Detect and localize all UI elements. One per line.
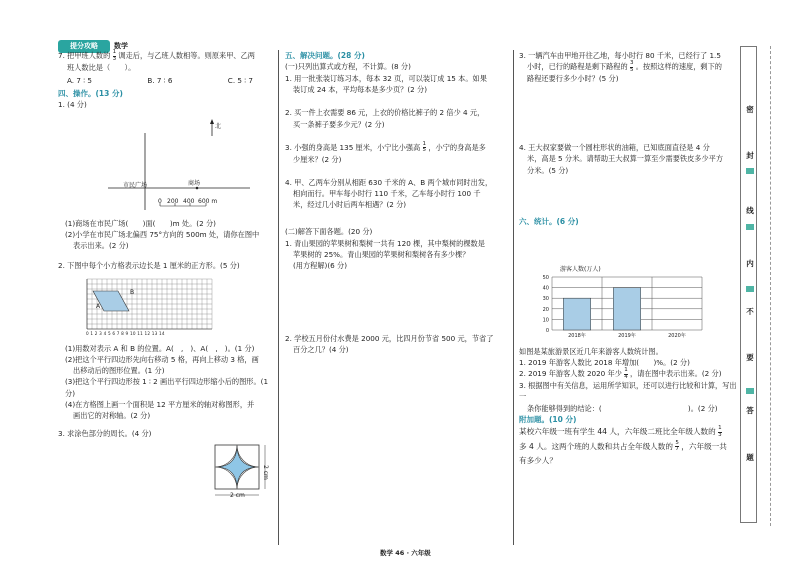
sidebar-char-8: 题: [746, 453, 754, 462]
chart-category-label: 2019年: [618, 333, 636, 339]
dimension-side: 2 cm: [262, 465, 269, 480]
column-1: [58, 50, 273, 110]
part-2-heading: (二)解答下面各题。(20 分): [285, 227, 373, 237]
section-4-title: 四、操作。(13 分): [58, 89, 123, 99]
chart-ytick-label: 50: [542, 275, 549, 281]
scale-600: 600 m: [198, 198, 218, 205]
section-6-title: 六、统计。(6 分): [519, 216, 579, 226]
word-problem-6: 2. 学校五月份付水费是 2000 元，比四月份节省 500 元，节省了 百分之几？(4 分): [285, 334, 494, 355]
part-1-heading: (一)只列出算式或方程，不计算。(8 分): [285, 62, 411, 71]
sidebar-char-2: 封: [746, 151, 754, 160]
sidebar-char-5: 不: [746, 307, 754, 316]
chart-category-label: 2020年: [668, 333, 686, 339]
sidebar-char-7: 答: [746, 406, 754, 415]
north-label: 北: [215, 123, 222, 130]
sidebar-marker: [746, 286, 754, 292]
chart-ytick-label: 40: [542, 285, 549, 292]
cut-line: [770, 46, 771, 526]
word-problem-8: 4. 王大叔家要做一个圆柱形状的油箱，已知底面直径是 4 分 米，高是 5 分米。请帮助王大叔算一算至少需要铁皮多少平方 分米。(5 分): [519, 143, 724, 175]
sidebar-marker: [746, 388, 754, 394]
column-2: [285, 50, 507, 355]
sidebar-char-1: 密: [746, 105, 754, 114]
scale-200: 200: [167, 198, 179, 205]
word-problem-4: 4. 甲、乙两车分别从相距 630 千米的 A、B 两个城市同时出发， 相向而行。甲车每小时行 110 千米，乙车每小时行 100 千 米，经过几小时后两车相遇？(2 分): [285, 177, 493, 210]
chart-ytick-label: 20: [542, 306, 549, 313]
visitor-bar-chart: [530, 272, 710, 342]
page-footer: 数学 46 · 六年级: [380, 549, 431, 557]
problem-1-label: 1. (4 分): [58, 100, 87, 110]
sidebar-char-6: 要: [746, 353, 754, 362]
chart-category-label: 2018年: [568, 333, 586, 339]
problem-2-questions: (1)用数对表示 A 和 B 的位置。A( , )、A( , )。(1 分) (2)把这个平行四边形先向右移动 5 格，再向上移动 3 格，画 出移动后的图形位置。(1 分) (3)把这个平行四边形按 1 ∶ 2 画出平行四边形缩小后的图形。(1 分) (4)在方格图上画一个面积是 12 平方厘米的轴对称图形，并 画出它的对称轴。(2 分): [65, 344, 269, 420]
axis-numbers: 0 1 2 3 4 5 6 7 8 9 10 11 12 13 14: [86, 331, 165, 336]
column-divider-2: [513, 50, 514, 545]
mall-label: 商场: [188, 180, 201, 187]
section-5-title: 五、解决问题。(28 分): [285, 51, 365, 60]
problem-2-label: 2. 下图中每个小方格表示边长是 1 厘米的正方形。(5 分): [58, 261, 240, 270]
option-a: A. 7 ∶ 5: [67, 76, 92, 86]
direction-map: [100, 118, 260, 213]
point-b-label: B: [130, 289, 135, 296]
word-problem-7: 3. 一辆汽车由甲地开往乙地，每小时行 80 千米，已经行了 1.5 小时，已行的路程是剩下路程的 $\frac{3}{5}$ 。按照这样的速度，剩下的 路程还要行多少小时？(5 分): [519, 51, 722, 84]
brand-logo: 提分攻略: [58, 40, 110, 53]
sidebar-char-4: 内: [746, 259, 754, 268]
chart-bar: [613, 288, 641, 330]
word-problem-2: 2. 买一件上衣需要 86 元，上衣的价格比裤子的 2 倍少 4 元， 买一条裤子要多少元？(2 分): [285, 108, 485, 129]
chart-ytick-label: 10: [542, 317, 549, 324]
word-problem-3: 3. 小强的身高是 135 厘米，小宁比小强高 $\frac{1}{5}$ ，小宁的身高是多 少厘米？(2 分): [285, 140, 486, 164]
bonus-title: 附加题。(10 分): [519, 414, 577, 424]
column-3: [519, 50, 737, 227]
square-grid: [84, 277, 214, 339]
dimension-bottom: 2 cm: [230, 492, 245, 499]
sidebar-marker: [746, 224, 754, 230]
chart-bar: [563, 298, 591, 330]
problem-1-questions: (1)商场在市民广场( )面( )m 处。(2 分) (2)小学在市民广场北偏西 75°方向的 500m 处，请你在图中 表示出来。(2 分): [65, 219, 260, 251]
scale-0: 0: [158, 198, 162, 205]
scale-400: 400: [183, 198, 195, 205]
column-divider-1: [278, 50, 279, 545]
sidebar-marker: [746, 168, 754, 174]
option-b: B. 7 ∶ 6: [147, 76, 173, 86]
word-problem-5: 1. 青山果园的苹果树和梨树一共有 120 棵，其中梨树的棵数是 苹果树的 25%。青山果园的苹果树和梨树各有多少棵？ (用方程解)(6 分): [285, 238, 485, 270]
civic-square-label: 市民广场: [123, 182, 148, 189]
chart-ytick-label: 0: [545, 328, 549, 334]
option-c: C. 5 ∶ 7: [227, 76, 253, 86]
chart-ytick-label: 30: [542, 296, 549, 303]
point-a-label: A: [96, 303, 101, 310]
word-problem-1: 1. 用一批张装订练习本，每本 32 页，可以装订成 15 本。如果 装订成 24 本，平均每本是多少页？(2 分): [285, 74, 487, 95]
question-7: 7. 把甲班人数的 $\frac{1}{3}$ 调走后，与乙班人数相等。则原来甲、乙两 班人数比是（ ）。 A. 7 ∶ 5 B. 7 ∶ 6 C. 5 ∶ 7: [58, 49, 255, 86]
statistics-questions: 如图是某旅游景区近几年来游客人数统计图。 1. 2019 年游客人数比 2018 年增加( )%。(2 分) 2. 2019 年游客人数 2020 年少 $\frac{1}{4}$ ，请在图中表示出来。(2 分) 3. 根据图中有关信息，运用所学知识，还可以进行比较和计算，写出一 条你能够得到的结论：( )。(2 分) 附加题。(10 分) 某校六年级一班有学生 44 人，六年级二班比全年级人数的 $\frac{1}{3}$ 多 4 人。这两个班的人数和共占全年级人数的 $\frac{5}{7}$ ，六年级一共 有多少人？: [519, 347, 737, 466]
subject-label: 数学: [114, 42, 128, 50]
chart-title: 游客人数(万人): [560, 266, 601, 273]
problem-3-label: 3. 求涂色部分的周长。(4 分): [58, 429, 152, 438]
sidebar-char-3: 线: [746, 206, 754, 215]
